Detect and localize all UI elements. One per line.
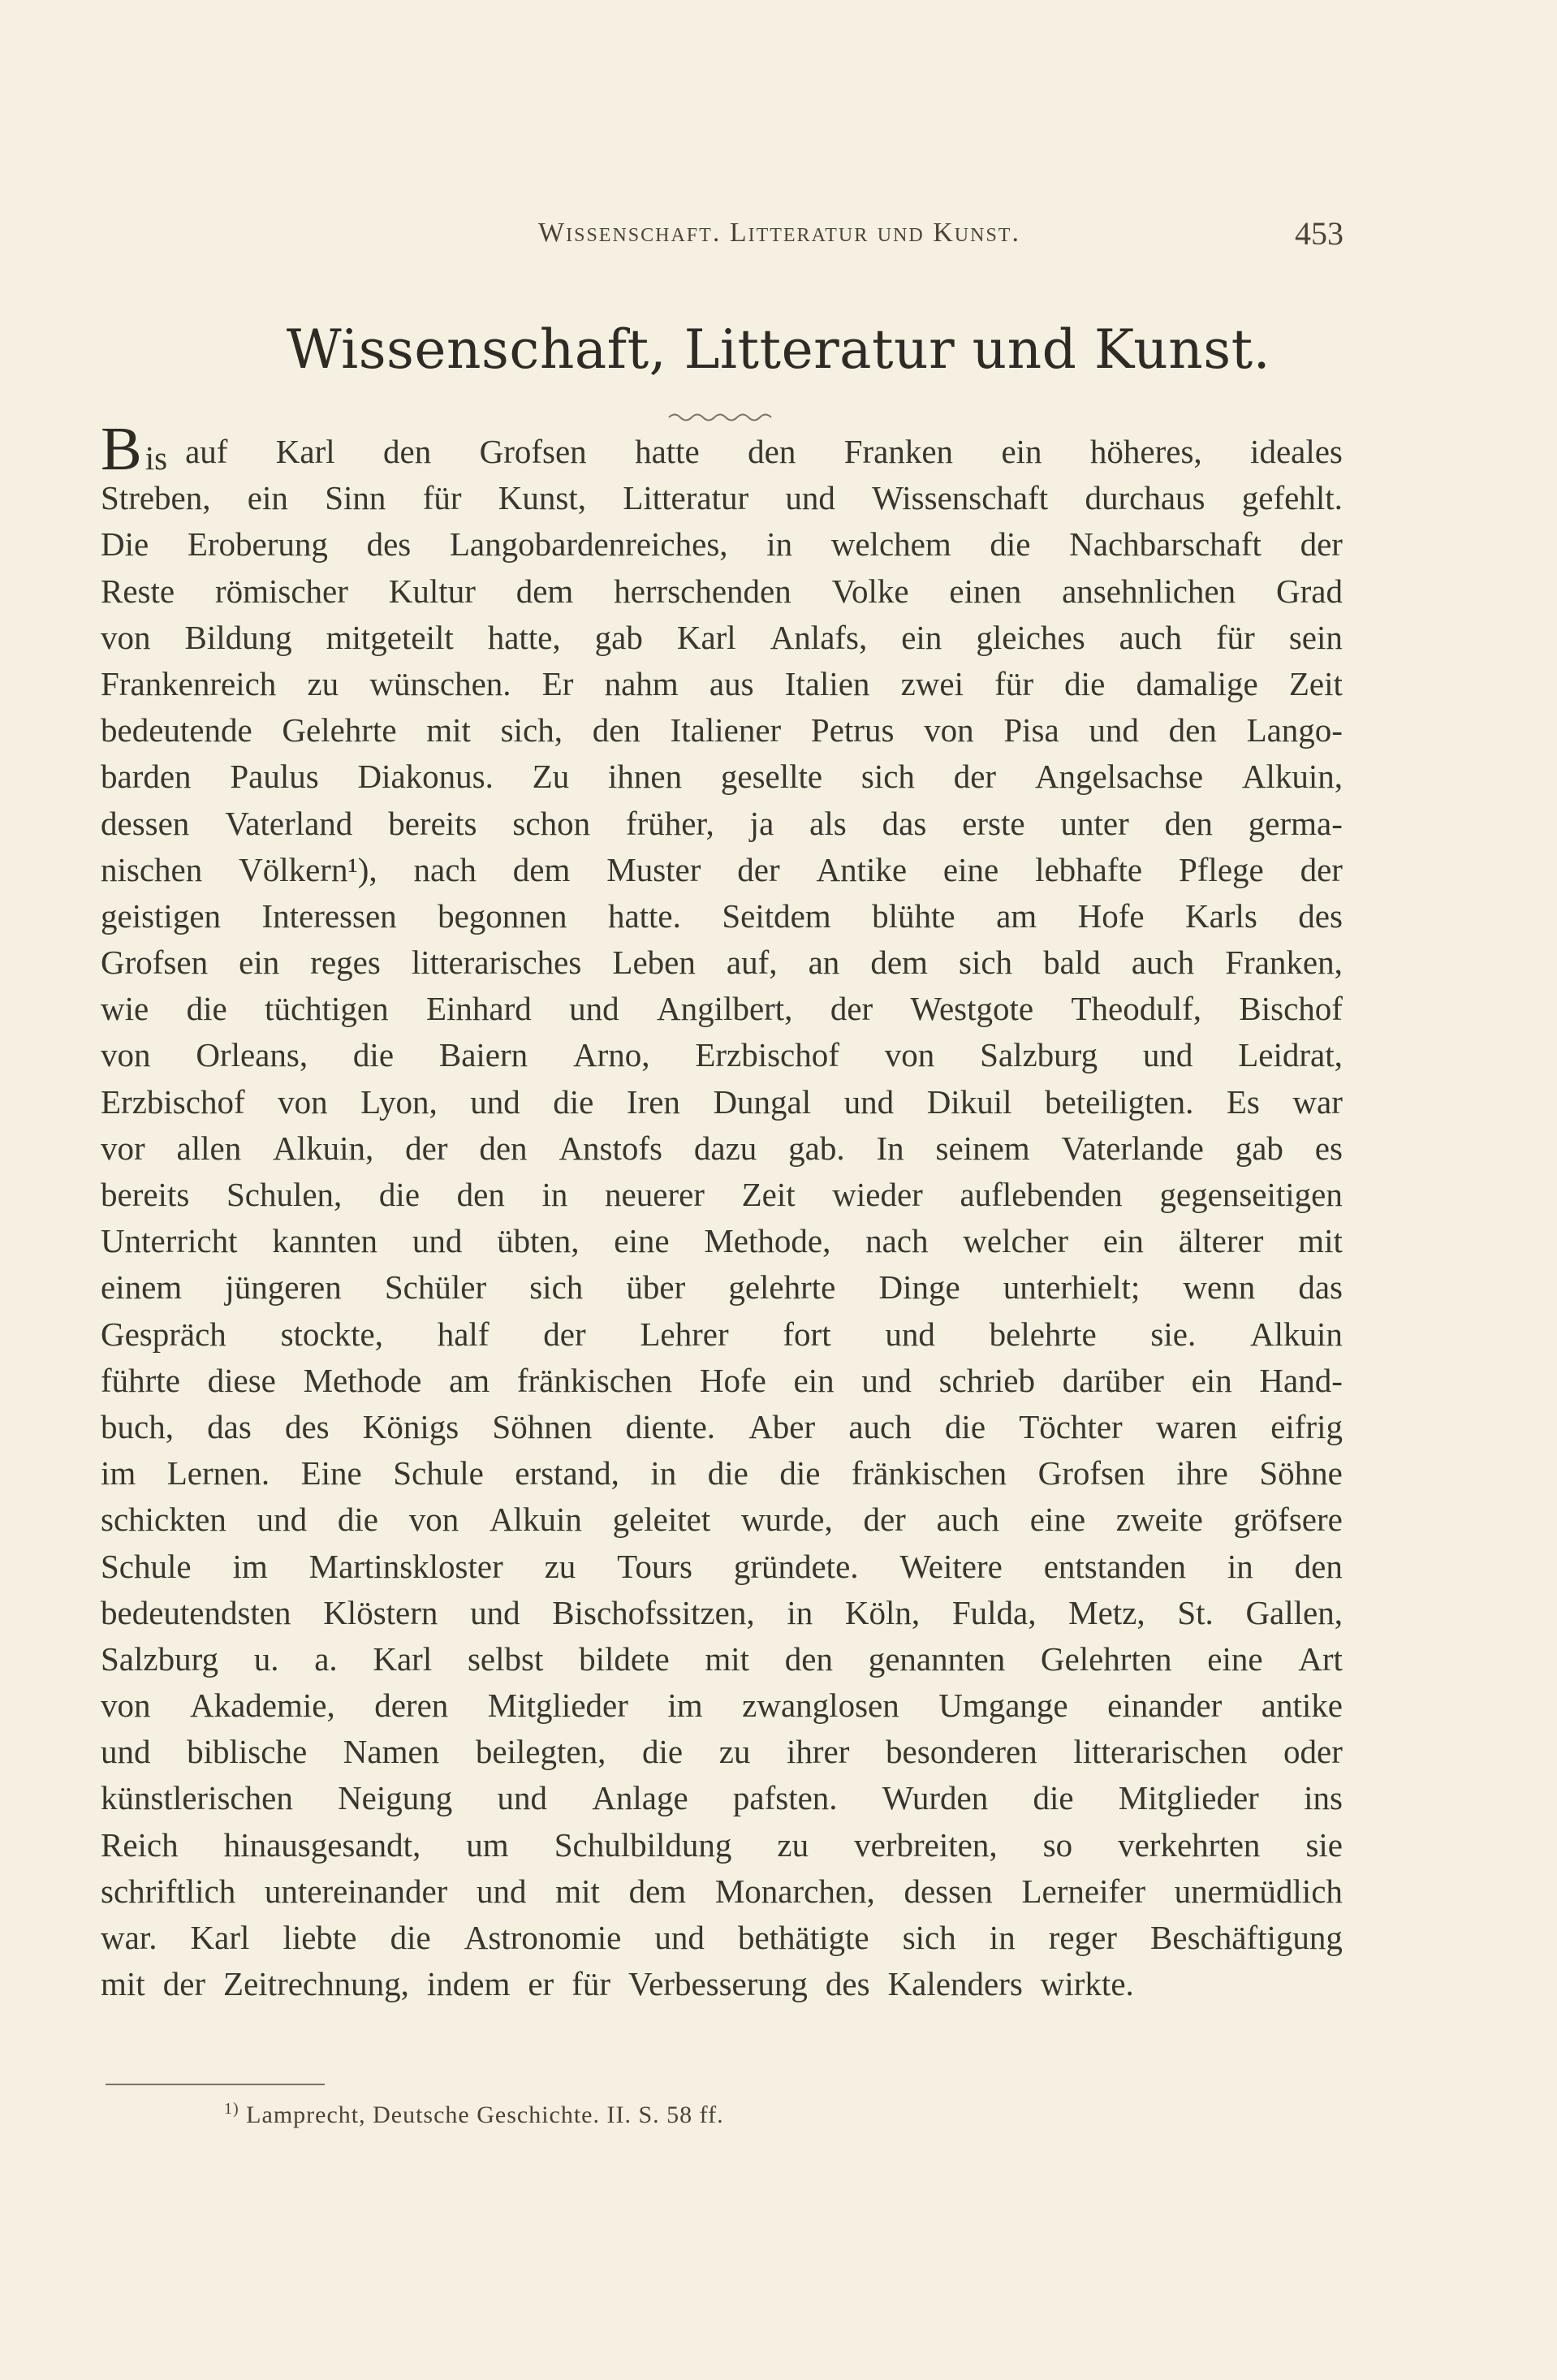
text-line: mit der Zeitrechnung, indem er für Verbesserung des Kalenders wirkte. [101,1965,1134,2003]
text-line: von Akademie, deren Mitglieder im zwanglosen Umgange einander antike [101,1687,1343,1725]
footnote-marker: 1) [224,2100,239,2118]
text-line: Grofsen ein reges litterarisches Leben auf, an dem sich bald auch Franken, [101,944,1343,982]
text-line: Reste römischer Kultur dem herrschenden Volke einen ansehnlichen Grad [101,572,1343,610]
text-line: Frankenreich zu wünschen. Er nahm aus Italien zwei für die damalige Zeit [101,664,1343,702]
footnote [224,2100,1279,2129]
wavy-ornament-icon [667,410,773,421]
text-line: vor allen Alkuin, der den Anstofs dazu gab. In seinem Vaterlande gab es [101,1129,1343,1167]
text-line: von Bildung mitgeteilt hatte, gab Karl Anlafs, ein gleiches auch für sein [101,618,1343,656]
text-line: Bis auf Karl den Grofsen hatte den Franken ein höheres, ideales [101,415,1343,483]
text-line: Salzburg u. a. Karl selbst bildete mit den genannten Gelehrten eine Art [101,1639,1343,1678]
body-paragraph [101,415,1343,2007]
text-line: Erzbischof von Lyon, und die Iren Dungal und Dikuil beteiligten. Es war [101,1082,1343,1121]
text-line: Die Eroberung des Langobardenreiches, in welchem die Nachbarschaft der [101,525,1343,564]
text-line: künstlerischen Neigung und Anlage pafsten. Wurden die Mitglieder ins [101,1779,1343,1817]
text-line: Unterricht kannten und übten, eine Methode, nach welcher ein älterer mit [101,1222,1343,1260]
text-line: Reich hinausgesandt, um Schulbildung zu verbreiten, so verkehrten sie [101,1825,1343,1864]
text-line: geistigen Interessen begonnen hatte. Seitdem blühte am Hofe Karls des [101,896,1343,935]
text-line: bedeutendsten Klöstern und Bischofssitzen, in Köln, Fulda, Metz, St. Gallen, [101,1593,1343,1631]
text-line: bedeutende Gelehrte mit sich, den Italiener Petrus von Pisa und den Lango- [101,711,1343,749]
text-line: dessen Vaterland bereits schon früher, ja als das erste unter den germa- [101,804,1343,842]
text-line: einem jüngeren Schüler sich über gelehrte Dinge unterhielt; wenn das [101,1268,1343,1307]
text-line: wie die tüchtigen Einhard und Angilbert, der Westgote Theodulf, Bischof [101,990,1343,1028]
text-line: barden Paulus Diakonus. Zu ihnen gesellte sich der Angelsachse Alkuin, [101,758,1343,796]
text-line: von Orleans, die Baiern Arno, Erzbischof von Salzburg und Leidrat, [101,1036,1343,1074]
text-line: bereits Schulen, die den in neuerer Zeit wieder auflebenden gegenseitigen [101,1176,1343,1213]
page-number: 453 [1295,215,1344,252]
text-line: nischen Völkern¹), nach dem Muster der Antike eine lebhafte Pflege der [101,850,1343,888]
text-line: Streben, ein Sinn für Kunst, Litteratur und Wissenschaft durchaus gefehlt. [101,479,1343,517]
running-head: Wissenschaft. Litteratur und Kunst. [538,218,1020,248]
text-line: Schule im Martinskloster zu Tours gründete. Weitere entstanden in den [101,1547,1343,1585]
footnote-divider [106,2084,325,2085]
initial-letter: B [101,415,142,483]
footnote-text: Lamprecht, Deutsche Geschichte. II. S. 58 ff. [246,2101,724,2128]
text-line: Gespräch stockte, half der Lehrer fort und belehrte sie. Alkuin [101,1315,1343,1353]
text-line: schriftlich untereinander und mit dem Monarchen, dessen Lerneifer unermüdlich [101,1872,1343,1910]
text-line: buch, das des Königs Söhnen diente. Aber auch die Töchter waren eifrig [101,1407,1343,1445]
text-line: schickten und die von Alkuin geleitet wurde, der auch eine zweite gröfsere [101,1501,1343,1539]
text-line: war. Karl liebte die Astronomie und bethätigte sich in reger Beschäftigung [101,1919,1343,1956]
text-line: im Lernen. Eine Schule erstand, in die die fränkischen Grofsen ihre Söhne [101,1454,1343,1492]
text-line: führte diese Methode am fränkischen Hofe ein und schrieb darüber ein Hand- [101,1361,1343,1399]
text-line: und biblische Namen beilegten, die zu ihrer besonderen litterarischen oder [101,1733,1343,1771]
section-title: Wissenschaft, Litteratur und Kunst. [286,318,1271,381]
